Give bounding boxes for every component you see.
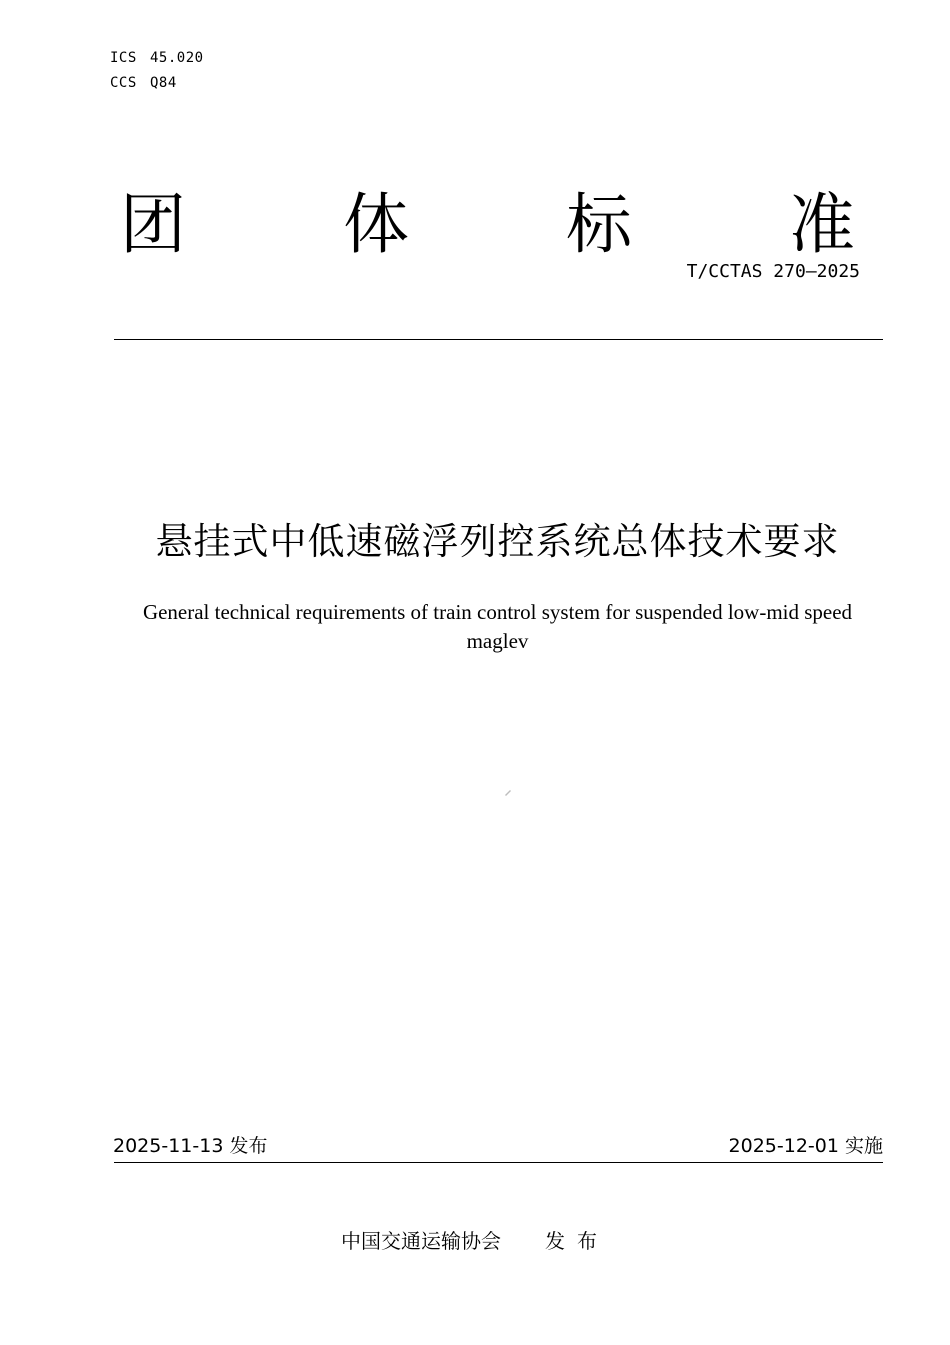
- top-divider: [114, 339, 883, 340]
- ccs-label: CCS: [110, 75, 137, 91]
- ics-code: [110, 46, 204, 71]
- publisher-action: 发布: [545, 1229, 609, 1253]
- doc-type-char: 团: [120, 186, 186, 263]
- bottom-divider: [114, 1162, 883, 1163]
- doc-type-char: 准: [789, 186, 855, 263]
- publisher-line: [0, 1226, 950, 1256]
- publisher-name: 中国交通运输协会: [341, 1229, 501, 1253]
- title-chinese: 悬挂式中低速磁浮列控系统总体技术要求: [155, 520, 840, 563]
- document-type-heading: [110, 182, 865, 268]
- doc-type-char: 标: [566, 186, 632, 263]
- title-english: General technical requirements of train control system for suspended low-mid speed maglev: [142, 600, 853, 653]
- doc-type-char: 体: [343, 186, 409, 263]
- publish-date: 2025-11-13 发布: [113, 1135, 268, 1157]
- classification-codes: [110, 46, 204, 96]
- ccs-code: [110, 71, 204, 96]
- ics-label: ICS: [110, 50, 137, 66]
- standard-number: T/CCTAS 270—2025: [686, 261, 860, 282]
- ccs-value: Q84: [150, 75, 177, 91]
- speck-mark-icon: [504, 789, 512, 797]
- ics-value: 45.020: [150, 50, 204, 66]
- implement-date: 2025-12-01 实施: [728, 1135, 883, 1157]
